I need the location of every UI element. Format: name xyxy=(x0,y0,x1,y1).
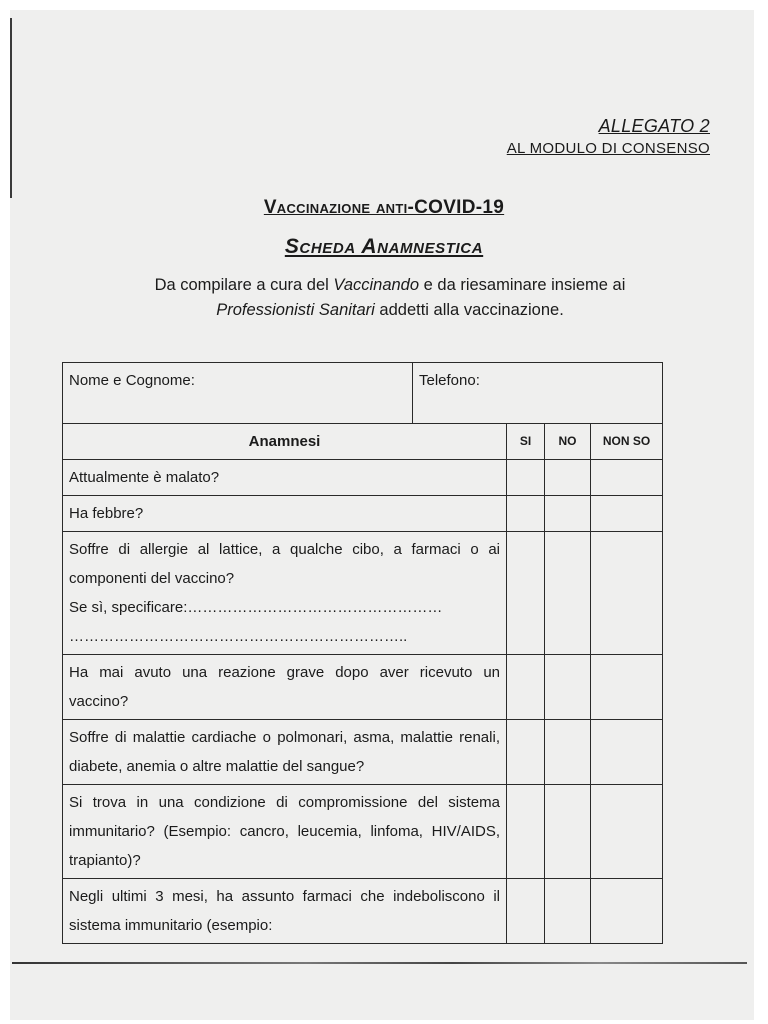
intro-professionisti: Professionisti Sanitari xyxy=(216,301,375,319)
answer-no[interactable] xyxy=(545,655,591,720)
intro-part-2: e da riesaminare insieme ai xyxy=(419,276,626,294)
specify-line[interactable] xyxy=(69,593,500,622)
specify-line-2[interactable]: ………………………………………………………….. xyxy=(69,628,408,645)
answer-no[interactable] xyxy=(545,879,591,944)
question-text: Ha mai avuto una reazione grave dopo aver ricevuto un vaccino? xyxy=(63,655,507,720)
name-field[interactable] xyxy=(63,363,413,424)
phone-label: Telefono: xyxy=(419,372,480,389)
question-row xyxy=(63,785,663,879)
answer-no[interactable] xyxy=(545,785,591,879)
attachment-label: ALLEGATO 2 xyxy=(598,116,710,136)
question-row xyxy=(63,879,663,944)
question-text: Ha febbre? xyxy=(63,496,507,532)
answer-non-so[interactable] xyxy=(591,532,663,655)
question-text: Soffre di allergie al lattice, a qualche cibo, a farmaci o ai componenti del vaccino? xyxy=(69,541,500,587)
answer-non-so[interactable] xyxy=(591,655,663,720)
answer-non-so[interactable] xyxy=(591,460,663,496)
specify-label: Se sì, specificare: xyxy=(69,599,188,616)
column-si: SI xyxy=(507,424,545,460)
answer-si[interactable] xyxy=(507,785,545,879)
answer-non-so[interactable] xyxy=(591,879,663,944)
question-row xyxy=(63,532,663,655)
question-cell xyxy=(63,532,507,655)
question-text: Si trova in una condizione di compromissione del sistema immunitario? (Esempio: cancro, leucemia, linfoma, HIV/AIDS, trapianto)? xyxy=(63,785,507,879)
scan-edge xyxy=(10,18,12,198)
intro-part-3: addetti alla vaccinazione. xyxy=(374,301,564,319)
intro-part-1: Da compilare a cura del xyxy=(154,276,334,294)
question-row xyxy=(63,655,663,720)
question-row xyxy=(63,460,663,496)
intro-text xyxy=(80,273,700,323)
answer-no[interactable] xyxy=(545,532,591,655)
answer-no[interactable] xyxy=(545,460,591,496)
column-no: NO xyxy=(545,424,591,460)
scan-artifact-line xyxy=(12,962,747,964)
column-anamnesi: Anamnesi xyxy=(63,424,507,460)
intro-vaccinando: Vaccinando xyxy=(333,276,420,294)
question-row xyxy=(63,496,663,532)
answer-si[interactable] xyxy=(507,655,545,720)
question-text: Negli ultimi 3 mesi, ha assunto farmaci che indeboliscono il sistema immunitario (esempio: xyxy=(63,879,507,944)
answer-si[interactable] xyxy=(507,460,545,496)
anamnesis-form xyxy=(62,362,663,944)
answer-si[interactable] xyxy=(507,496,545,532)
question-row xyxy=(63,720,663,785)
answer-no[interactable] xyxy=(545,496,591,532)
answer-no[interactable] xyxy=(545,720,591,785)
attachment-sublabel: AL MODULO DI CONSENSO xyxy=(506,140,710,157)
question-text: Attualmente è malato? xyxy=(63,460,507,496)
answer-si[interactable] xyxy=(507,720,545,785)
document-subtitle: Scheda Anamnestica xyxy=(284,235,484,258)
phone-field[interactable] xyxy=(413,363,663,424)
answer-si[interactable] xyxy=(507,879,545,944)
answer-si[interactable] xyxy=(507,532,545,655)
answer-non-so[interactable] xyxy=(591,785,663,879)
answer-non-so[interactable] xyxy=(591,496,663,532)
question-text: Soffre di malattie cardiache o polmonari, asma, malattie renali, diabete, anemia o altre malattie del sangue? xyxy=(63,720,507,785)
column-non-so: NON SO xyxy=(591,424,663,460)
answer-non-so[interactable] xyxy=(591,720,663,785)
name-label: Nome e Cognome: xyxy=(69,372,195,389)
document-title: Vaccinazione anti-COVID-19 xyxy=(263,197,505,218)
specify-dots: …………………………………………… xyxy=(187,599,443,616)
